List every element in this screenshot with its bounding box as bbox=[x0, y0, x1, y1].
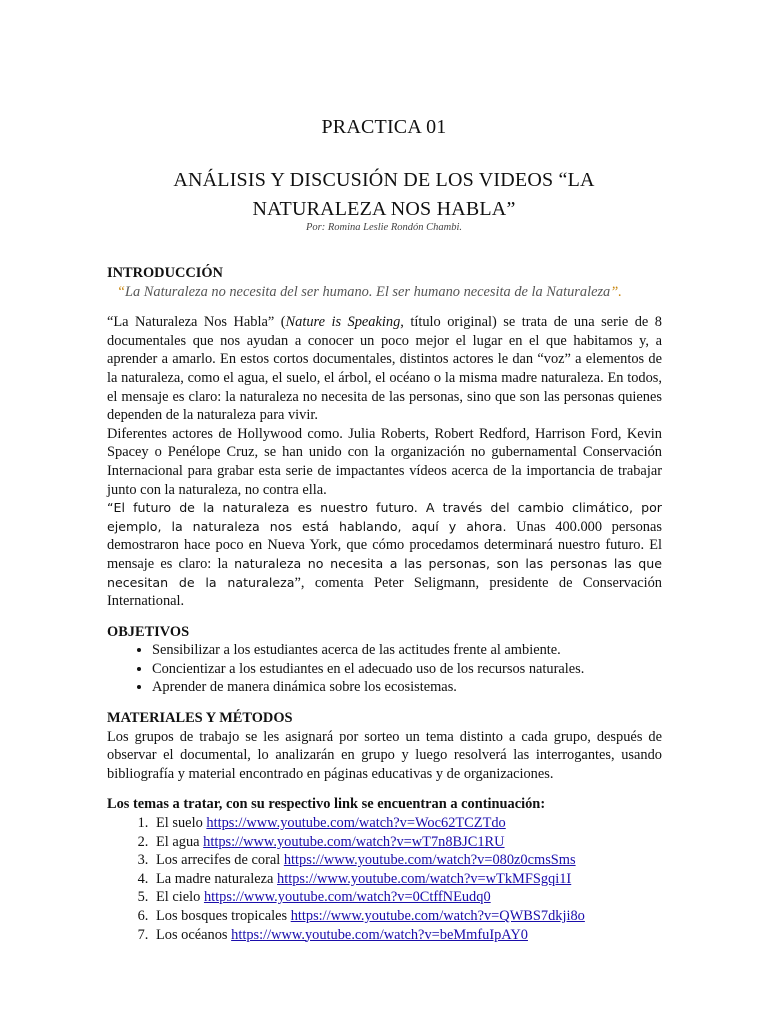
list-item bbox=[152, 888, 662, 907]
list-item bbox=[152, 833, 662, 852]
tema-label: Los bosques tropicales bbox=[156, 908, 291, 924]
p1-text-b: , título original) se trata de una serie de 8 documentales que nos ayudan a conocer un poco mejor el lugar en el que habitamos y, a aprender a amarlo. En estos cortos documentales, distintos actores le dan “voz” a elementos de la naturaleza, como el agua, el suelo, el árbol, el océano o la misma madre naturaleza. En todos, el mensaje es claro: la naturaleza no necesita de las personas, sino que son las personas quienes dependen de la naturaleza para vivir. bbox=[107, 314, 662, 424]
video-link[interactable]: https://www.youtube.com/watch?v=080z0cmsSms bbox=[283, 852, 576, 869]
list-item bbox=[152, 851, 662, 870]
author-line: Por: Romina Leslie Rondón Chambi. bbox=[305, 222, 463, 233]
tema-label: El suelo bbox=[156, 815, 207, 832]
list-item: • Concientizar a los estudiantes en el adecuado uso de los recursos naturales. bbox=[152, 660, 662, 679]
quote-open-mark: “ bbox=[117, 283, 126, 300]
intro-quote bbox=[107, 283, 662, 302]
list-item bbox=[152, 907, 662, 926]
p3-text-a: “El futuro de la naturaleza es nuestro futuro. A través del cambio climático, por ejemplo, la naturaleza nos está hablando, aquí y ahora. bbox=[107, 500, 662, 534]
document-title: PRACTICA 01 bbox=[321, 116, 447, 138]
heading-materiales: MATERIALES Y MÉTODOS bbox=[107, 710, 293, 727]
heading-introduccion: INTRODUCCIÓN bbox=[107, 265, 223, 281]
video-link[interactable]: https://www.youtube.com/watch?v=Woc62TCZTdo bbox=[206, 815, 506, 832]
list-item: • Aprender de manera dinámica sobre los ecosistemas. bbox=[152, 678, 662, 697]
tema-label: La madre naturaleza bbox=[156, 870, 278, 887]
tema-label: Los arrecifes de coral bbox=[156, 852, 284, 869]
video-link[interactable]: https://www.youtube.com/watch?v=wTkMFSgqi1I bbox=[277, 870, 572, 887]
document-body bbox=[107, 264, 662, 944]
heading-objetivos: OBJETIVOS bbox=[107, 623, 190, 640]
p3-text-d: ”, comenta Peter Seligmann, presidente de Conservación International. bbox=[107, 574, 663, 610]
p3-text-b: Unas 400.000 personas demostraron hace poco en Nueva York, que cómo procedamos determinará nuestro futuro. El mensaje es claro: la bbox=[107, 518, 662, 572]
list-item: • Sensibilizar a los estudiantes acerca de las actitudes frente al ambiente. bbox=[152, 641, 662, 660]
video-link[interactable]: https://www.youtube.com/watch?v=beMmfuIpAY0 bbox=[231, 926, 528, 943]
document-subtitle bbox=[0, 166, 768, 224]
intro-paragraph-3 bbox=[107, 499, 662, 611]
tema-label: Los océanos bbox=[156, 926, 232, 943]
p3-text-c: naturaleza no necesita a las personas, son las personas las que necesitan de la naturaleza bbox=[107, 555, 662, 590]
video-link[interactable]: https://www.youtube.com/watch?v=0CtffNEudq0 bbox=[203, 889, 491, 906]
video-link[interactable]: https://www.youtube.com/watch?v=wT7n8BJC1RU bbox=[203, 833, 505, 850]
subtitle-line-1: ANÁLISIS Y DISCUSIÓN DE LOS VIDEOS “LA bbox=[173, 169, 595, 191]
heading-temas: Los temas a tratar, con su respectivo link se encuentran a continuación: bbox=[107, 796, 546, 813]
materiales-paragraph: Los grupos de trabajo se les asignará por sorteo un tema distinto a cada grupo, después de observar el documental, lo analizarán en grupo y luego resolverá las interrogantes, usando bibliografía y material encontrado en páginas educativas y de organizaciones. bbox=[107, 728, 662, 782]
temas-list bbox=[107, 814, 662, 944]
quote-text: La Naturaleza no necesita del ser humano. El ser humano necesita de la Naturaleza bbox=[125, 283, 611, 300]
list-item bbox=[152, 814, 662, 833]
p1-italic-title: Nature is Speaking bbox=[285, 314, 401, 331]
p1-text-a: “La Naturaleza Nos Habla” ( bbox=[107, 314, 286, 331]
tema-label: El agua bbox=[156, 833, 204, 850]
video-link[interactable]: https://www.youtube.com/watch?v=QWBS7dkji8o bbox=[290, 908, 585, 924]
subtitle-line-2: NATURALEZA NOS HABLA” bbox=[252, 198, 516, 220]
list-item bbox=[152, 870, 662, 889]
tema-label: El cielo bbox=[156, 889, 204, 906]
quote-close-mark: ”. bbox=[610, 283, 622, 300]
objetivos-list bbox=[107, 641, 662, 697]
list-item bbox=[152, 926, 662, 945]
intro-paragraph-1 bbox=[107, 313, 662, 425]
intro-paragraph-2: Diferentes actores de Hollywood como. Julia Roberts, Robert Redford, Harrison Ford, Kevin Spacey o Penélope Cruz, se han unido con la organización no gubernamental Conservación Internacional para grabar esta serie de impactantes vídeos acerca de la importancia de trabajar junto con la naturaleza, no contra ella. bbox=[107, 425, 662, 498]
